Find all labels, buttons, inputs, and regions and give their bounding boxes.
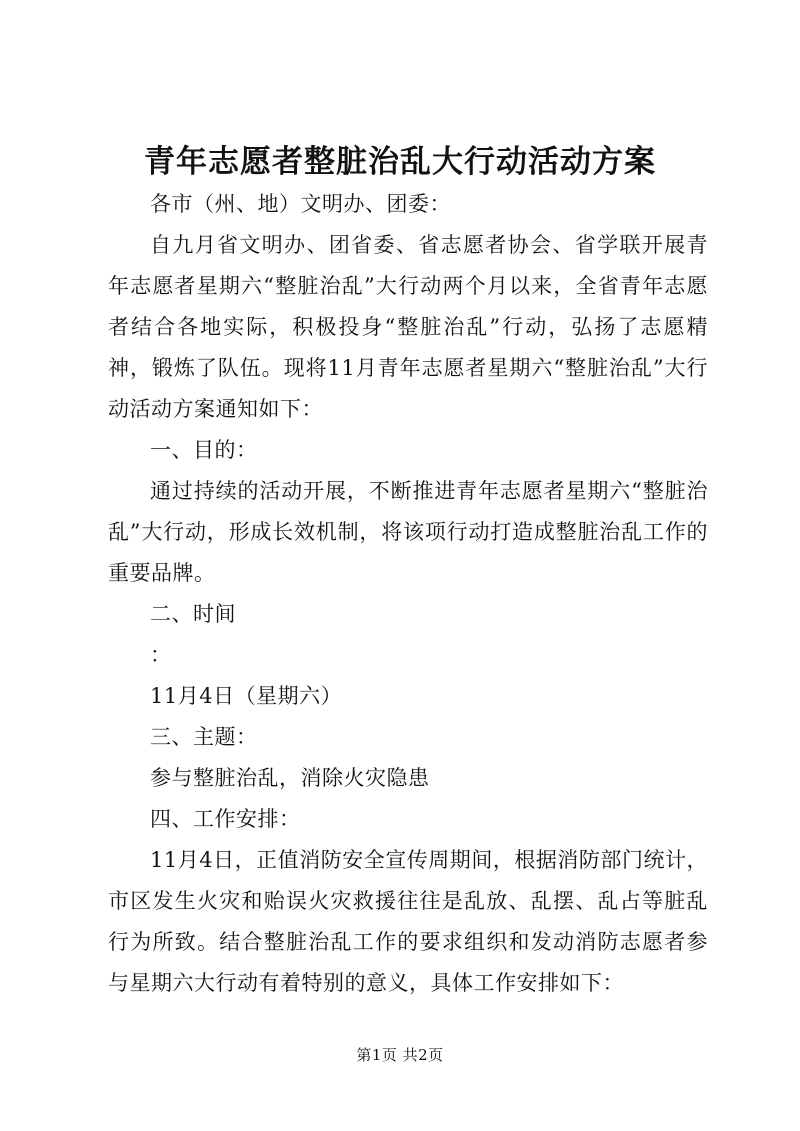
section-heading-theme: 三、主题：	[150, 725, 258, 749]
section-heading-time: 二、时间	[150, 602, 236, 626]
purpose-paragraph: 通过持续的活动开展，不断推进青年志愿者星期六“整脏治乱”大行动，形成长效机制，将该项行动打造成整脏治乱工作的重要品牌。	[108, 479, 708, 585]
theme-value: 参与整脏治乱，消除火灾隐患	[150, 766, 430, 790]
document-title: 青年志愿者整脏治乱大行动活动方案	[144, 144, 656, 180]
intro-paragraph: 自九月省文明办、团省委、省志愿者协会、省学联开展青年志愿者星期六“整脏治乱”大行动两个月以来，全省青年志愿者结合各地实际，积极投身“整脏治乱”行动，弘扬了志愿精神，锻炼了队伍。现将11月青年志愿者星期六“整脏治乱”大行动活动方案通知如下：	[108, 233, 708, 421]
time-colon: ：	[150, 643, 172, 667]
section-heading-arrangement: 四、工作安排：	[150, 807, 301, 831]
arrangement-paragraph: 11月4日，正值消防安全宣传周期间，根据消防部门统计，市区发生火灾和贻误火灾救援往往是乱放、乱摆、乱占等脏乱行为所致。结合整脏治乱工作的要求组织和发动消防志愿者参与星期六大行动有着特别的意义，具体工作安排如下：	[108, 848, 708, 995]
page-footer: 第1页 共2页	[356, 1046, 444, 1064]
document-body	[108, 184, 708, 1004]
section-heading-purpose: 一、目的：	[150, 438, 258, 462]
time-value: 11月4日（星期六）	[150, 684, 343, 708]
salutation: 各市（州、地）文明办、团委：	[150, 192, 451, 216]
